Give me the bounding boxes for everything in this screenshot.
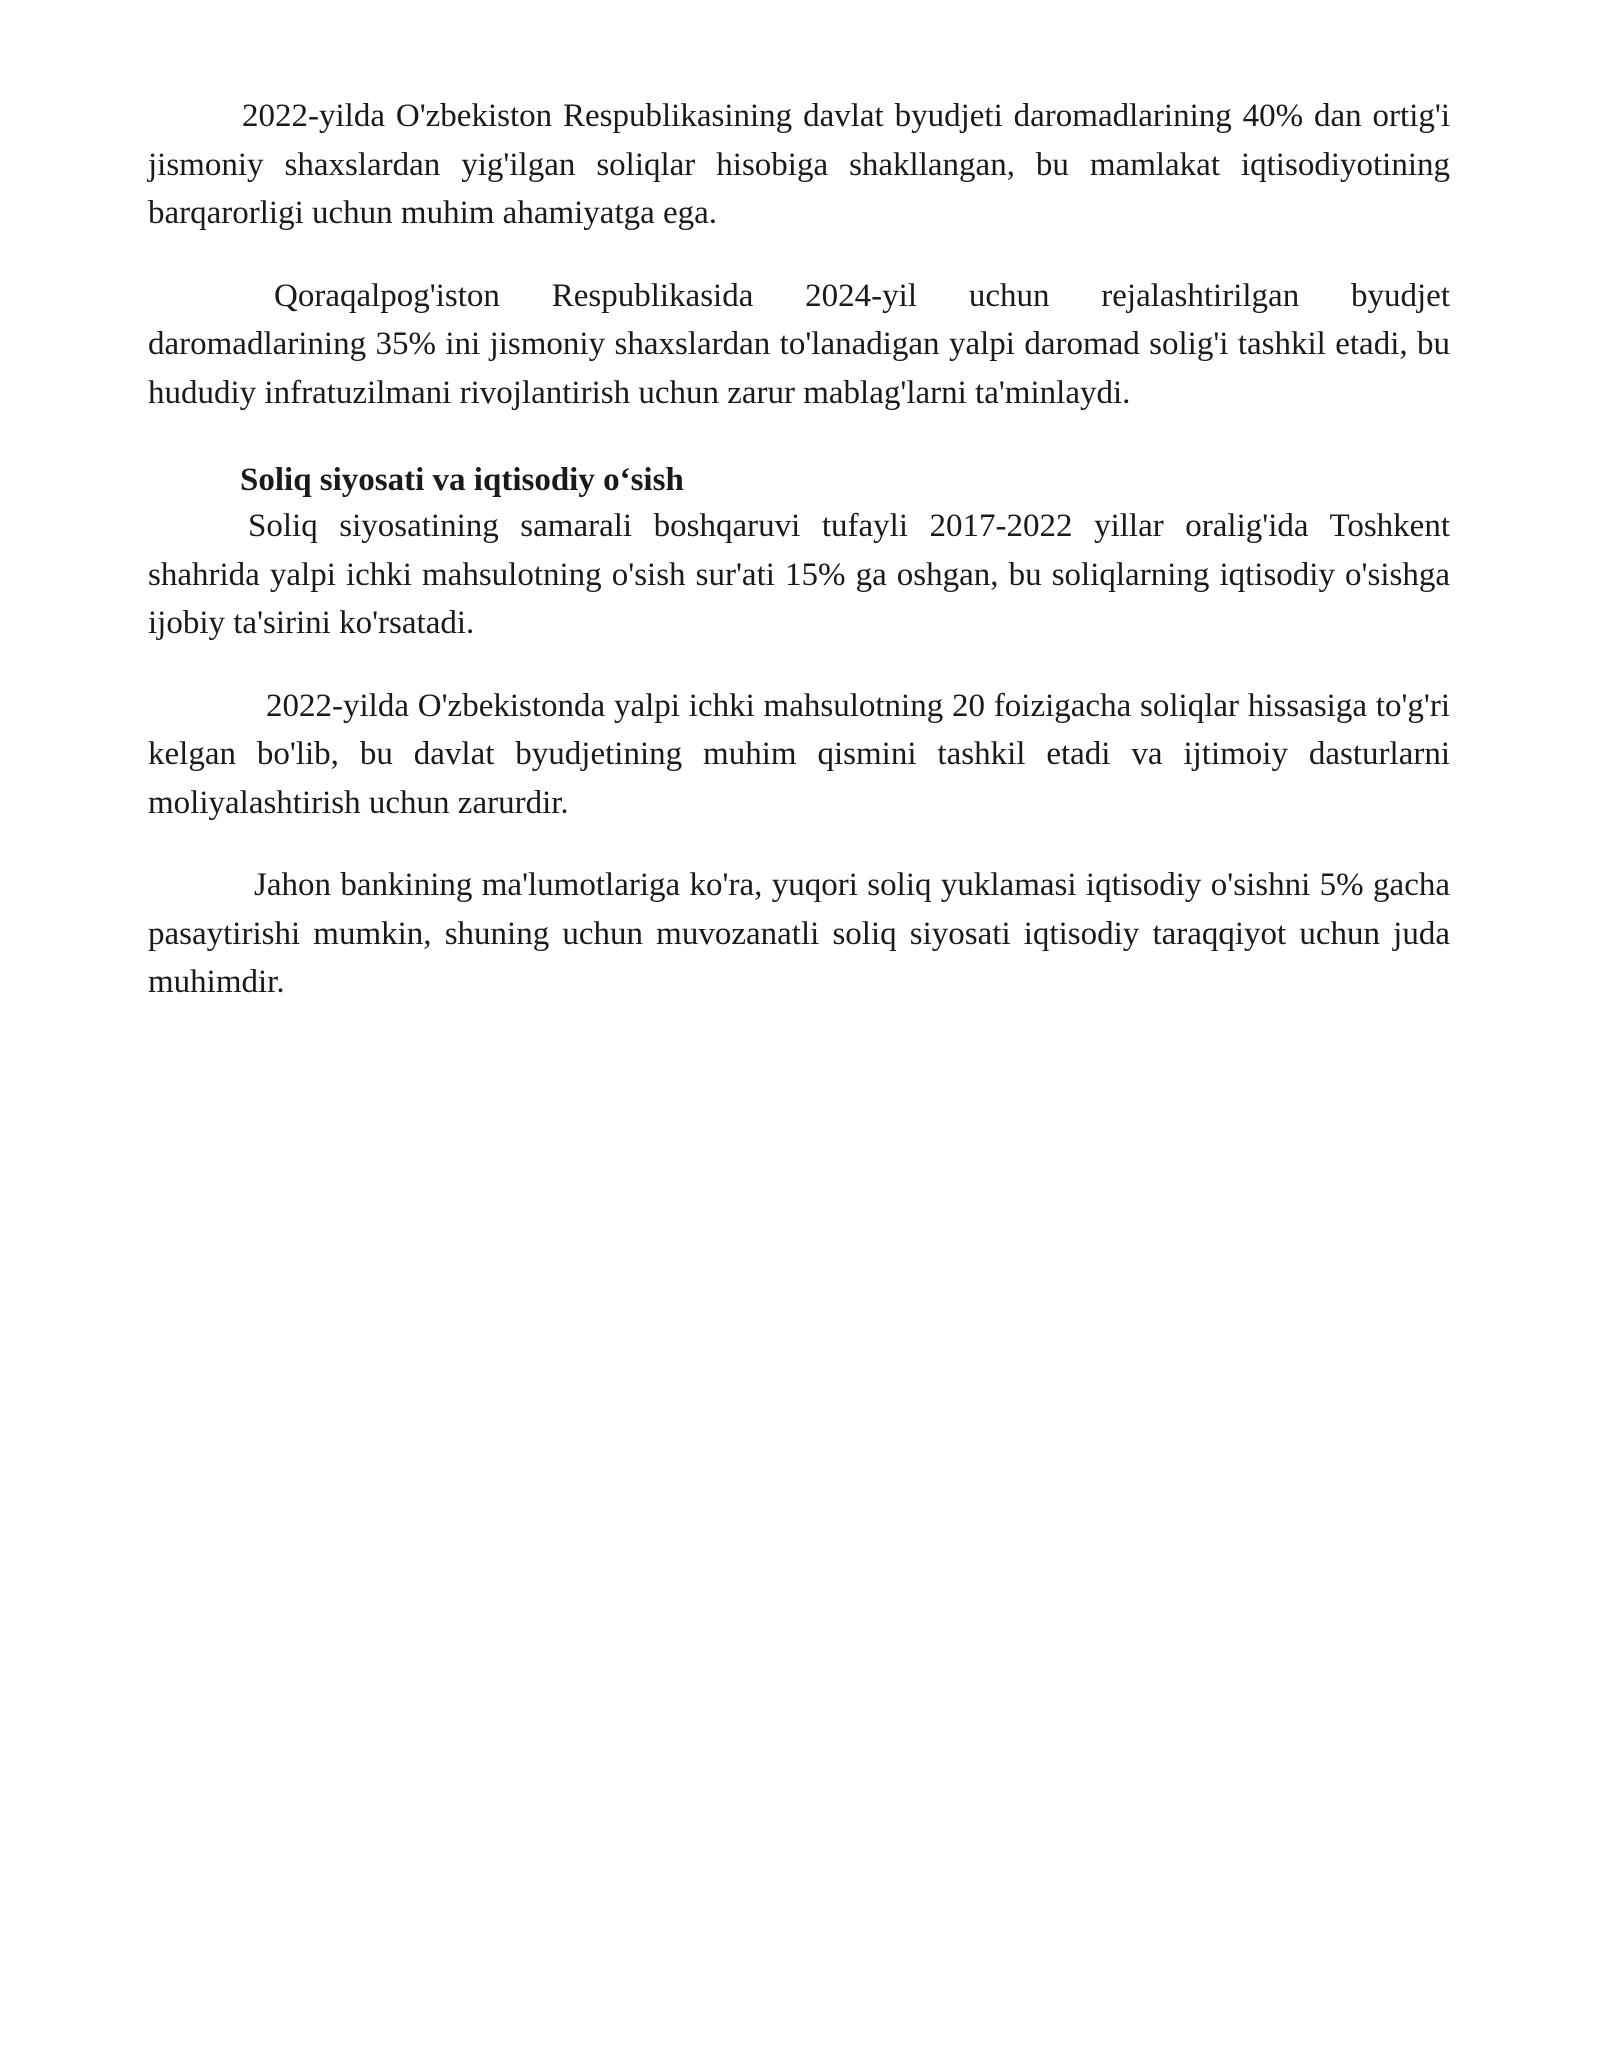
paragraph-gap [148, 827, 1450, 861]
section-heading: Soliq siyosati va iqtisodiy o‘sish [240, 462, 684, 498]
paragraph-tashkent-gdp-growth: Soliq siyosatining samarali boshqaruvi tufayli 2017-2022 yillar oralig'ida Toshkent shahrida yalpi ichki mahsulotning o'sish sur'ati 15% ga oshgan, bu soliqlarning iqtisodiy o'sishga ijobiy ta'sirini ko'rsatadi. [148, 508, 1450, 641]
paragraph-state-budget-revenue: 2022-yilda O'zbekiston Respublikasining davlat byudjeti daromadlarining 40% dan ortig'i jismoniy shaxslardan yig'ilgan soliqlar hisobiga shakllangan, bu mamlakat iqtisodiyotining barqarorligi uchun muhim ahamiyatga ega. [148, 98, 1450, 231]
paragraph-gap [148, 238, 1450, 272]
paragraph-world-bank-tax-burden: Jahon bankining ma'lumotlariga ko'ra, yuqori soliq yuklamasi iqtisodiy o'sishni 5% gacha pasaytirishi mumkin, shuning uchun muvozanatli soliq siyosati iqtisodiy taraqqiyot uchun juda muhimdir. [148, 867, 1450, 1000]
section-gap [148, 417, 1450, 458]
paragraph-gap [148, 648, 1450, 682]
document-page [148, 92, 1450, 1007]
paragraph-karakalpakstan-budget: Qoraqalpog'iston Respublikasida 2024-yil uchun rejalashtirilgan byudjet daromadlarining 35% ini jismoniy shaxslardan to'lanadigan yalpi daromad solig'i tashkil etadi, bu hududiy infratuzilmani rivojlantirish uchun zarur mablag'larni ta'minlaydi. [148, 277, 1450, 411]
paragraph-tax-share-gdp: 2022-yilda O'zbekistonda yalpi ichki mahsulotning 20 foizigacha soliqlar hissasiga to'g'ri kelgan bo'lib, bu davlat byudjetining muhim qismini tashkil etadi va ijtimoiy dasturlarni moliyalashtirish uchun zarurdir. [148, 687, 1450, 821]
